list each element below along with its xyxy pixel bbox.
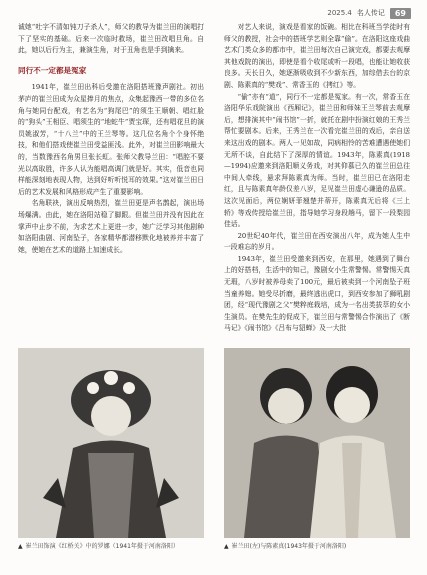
body-paragraph: 1941年，崔兰田出科后受邀在洛阳搭班豫声剧社。初出茅庐的崔兰田成为众星捧月的焦点，众集起豫西一带的多位名角与她同台配戏，有艺名为“狗尾巴”的须生王顺朝、唱红脸的“狗头”王相臣、唱须生的“地蛇牛”贾宝琛，还有唱花旦的演员姚淑芳，“十八兰”中的王兰琴等。这几位名角个个身怀绝技，和他们搭戏使崔兰田受益匪浅。此外，对崔兰田影响最大的，当数豫西名角男旦张长虹。张师父教导兰田：“唱腔不要光以高取胜，许多人认为能唱高调门就是好。其实，低音也同样能深刻地表现人物，达到好听听悦耳的效果。”这对崔兰田日后的艺术发展和风格形成产生了重要影响。	[18, 83, 204, 196]
column-name: 名人传记	[356, 9, 385, 17]
section-heading: 同行不一定都是冤家	[18, 65, 87, 75]
intro-paragraph: 诚她“吐字不清如钝刀子杀人”，师父的教导为崔兰田的演唱打下了坚实的基础。后来一次临时救场，崔兰田改唱旦角。自此，她以后行为主，兼演生角，对于丑角也是手到擒来。	[18, 23, 204, 55]
left-text-column	[18, 22, 204, 256]
stage-costume-photo	[18, 348, 204, 538]
photo-caption-left	[18, 542, 204, 551]
body-paragraph: 20世纪40年代，崔兰田在西安演出八年，成为她人生中一段难忘的岁月。	[224, 231, 410, 252]
caption-text: 崔兰田饰演《红桥关》中的罗娜（1941年摄于河南洛阳）	[25, 543, 179, 550]
issue-date: 2025.4	[327, 9, 352, 17]
body-paragraph: 1943年，崔兰田受邀来到西安，在那里，她遇到了舞台上的好搭档，生活中的知己，豫剧女小生常警惕。常警惕天真无瑕，八岁时被养母卖了100元，最后被卖到一个河南坠子班当童养媳。她受尽折磨，最终逃出虎口，到西安参加了狮吼剧团，经“现代豫剧之父”樊粹庭栽培，成为一名出类拔萃的女小生演员。在樊先生的促成下，崔兰田与常警惕合作演出了《断马记》《闹书馆》《吕布与貂蝉》及一大批	[224, 254, 410, 333]
triangle-icon: ▲	[18, 543, 23, 550]
body-paragraph: “偷”亦有“道”，同行不一定都是冤家。有一次，常香玉在洛阳华乐戏院演出《西厢记》，崔兰田和师妹王兰琴前去观摩后，想排演其中“闹书馆”一折，就托在剧中扮演红娘的王秀兰帮忙要剧本。后来，王秀兰在一次看完崔兰田的戏后，亲自送来这出戏的剧本。两人一见如故，同病相怜的苦难遭遇使她们无所不谈，自此结下了深厚的情谊。1943年，陈素真(1918—1994)应邀来到洛阳顺义务戏，对其仰慕已久的崔兰田总往中间人牵线，悬求拜陈素真为师。当时，崔兰田已在洛阳走红，且与陈素真年龄仅差八岁，足见崔兰田虚心谦逊的品质。这次见面后，两位娴妍菲翘楚并蒂开，陈素真无后将《三上轿》等戏传授给崔兰田，指导她学习身段趟马，留下一段梨园佳话。	[224, 92, 410, 229]
caption-text: 崔兰田(左)与陈素真(1943年摄于河南洛阳)	[231, 543, 347, 550]
right-text-column	[224, 22, 410, 335]
page-number: 69	[390, 8, 411, 19]
body-paragraph: 名角联袂，演出反响热烈，崔兰田更是声名鹊起，演出场场爆满。由此，她在洛阳站稳了脚跟。但崔兰田并没有因此在掌声中止步不前，为求艺术上更进一步，她广泛学习其他剧种如洛阳曲剧、河南坠子，各家精华都潜移默化地被养并丰富了她，使她在艺术的道路上加速成长。	[18, 199, 204, 254]
photo-caption-right	[224, 542, 410, 551]
portrait-photo	[224, 348, 410, 538]
page-header	[327, 6, 411, 20]
triangle-icon: ▲	[224, 543, 229, 550]
body-paragraph: 对艺人来说，演戏是看家的饭碗。相比在科班当学徒时有师父的教授，社会中的搭班学艺则全靠“偷”。在洛阳这座戏曲艺术门类众多的都市中，崔兰田每次自己演完戏，都要去观摩其他戏院的演出，即使是看个收尾或听一段唱，也能让她收获良多。天长日久，她逐渐吸收到不少新东西，加综借去台的京剧、陈素真的“樊戏”、常香玉的《拷红》等。	[224, 23, 410, 89]
